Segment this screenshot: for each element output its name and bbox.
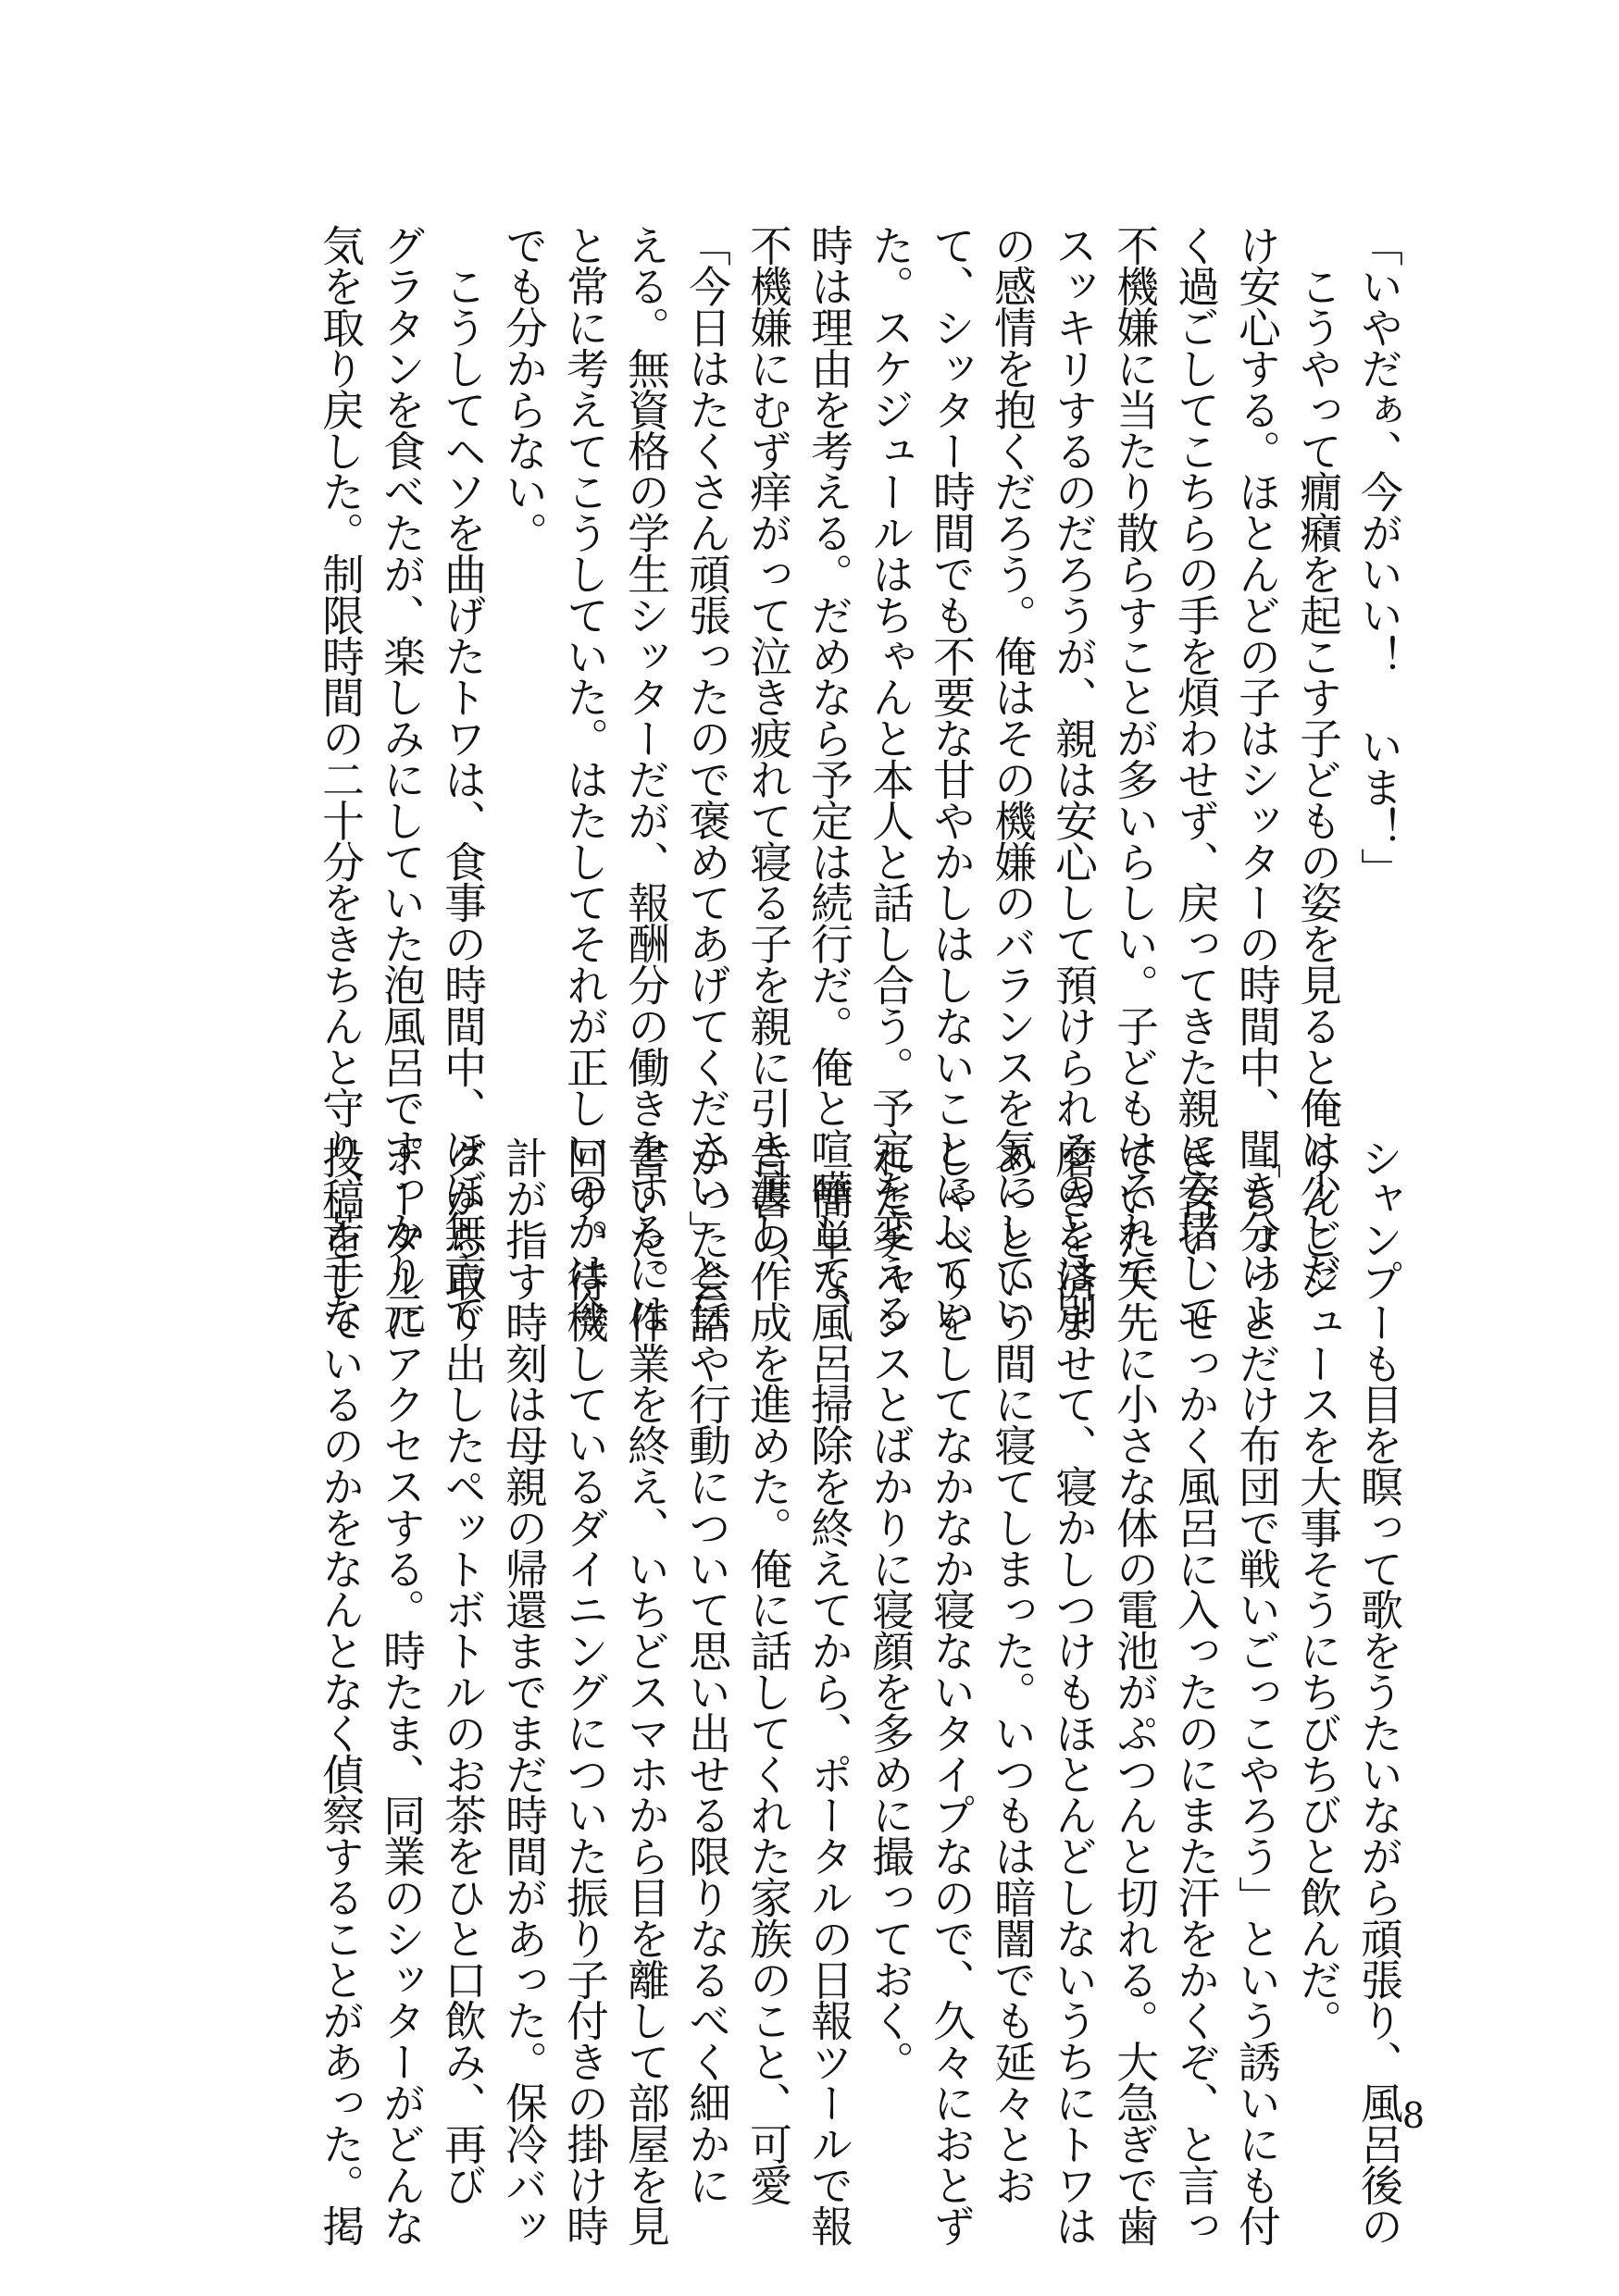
upper-text-line: 不機嫌にむず痒がって泣き疲れて寝る子を親に引き渡し、 [743,224,793,1293]
lower-text-line: 簡単な風呂掃除を終えてから、ポータルの日報ツールで報 [804,1136,854,2246]
lower-text-line: 告書の作成を進めた。俺に話してくれた家族のこと、可愛 [743,1136,793,2205]
lower-text-line: れたチャンスとばかりに寝顔を多めに撮っておく。 [866,1136,915,2082]
upper-text-line: グラタンを食べたが、楽しみにしていた泡風呂ですっかり元 [377,224,427,1334]
lower-text-line: かった会話や行動について思い出せる限りなるべく細かに [682,1136,732,2205]
lower-text-line: あっという間に寝てしまった。いつもは暗闇でも延々とお [988,1136,1038,2205]
upper-text-line: 不機嫌に当たり散らすことが多いらしい。子どもはそれで [1110,224,1160,1293]
upper-text-line: こうやって癇癪を起こす子どもの姿を見ると俺は少しだ [1293,224,1343,1293]
upper-text-line: こうしてヘソを曲げたトワは、食事の時間中、ほぼ無言で [438,224,488,1334]
upper-text-line: た。スケジュールはちゃんと本人と話し合う。予定を変える [866,224,915,1334]
lower-text-line: シャンプーも目を瞑って歌をうたいながら頑張り、風呂後の [1354,1136,1404,2246]
upper-text-line: 気を取り戻した。制限時間の二十分をきちんと守り、苦手な [316,224,366,1334]
lower-text-line: 投稿をしているのかをなんとなく偵察することがあった。掲 [316,1136,366,2246]
upper-text-line: える。無資格の学生シッターだが、報酬分の働きをするには [621,224,671,1334]
lower-text-line: 回す。待機しているダイニングについた振り子付きの掛け時 [560,1136,610,2246]
page-number: 8 [1401,2095,1425,2136]
upper-text-line: 「いやだぁ、今がいい！ いま！」 [1354,224,1404,889]
lower-text-line: き合い、せっかく風呂に入ったのにまた汗をかくぞ、と言っ [1171,1136,1221,2246]
upper-text-line: スッキリするのだろうが、親は安心して預けられるのとは別 [1049,224,1099,1334]
lower-text-line: ていた矢先に小さな体の電池がぷつんと切れる。大急ぎで歯 [1110,1136,1160,2246]
lower-text-block [316,1136,1410,2246]
lower-text-line: ポータルにアクセスする。時たま、同業のシッターがどんな [377,1136,427,2246]
upper-text-line: 時は理由を考える。だめなら予定は続行だ。俺と喧嘩して、 [804,224,854,1334]
lower-text-line: 書いた。作業を終え、いちどスマホから目を離して部屋を見 [621,1136,671,2246]
lower-text-line: りんごジュースを大事そうにちびちびと飲んだ。 [1293,1136,1343,2041]
upper-text-line: く過ごしてこちらの手を煩わせず、戻ってきた親に安堵して [1171,224,1221,1334]
lower-text-line: しゃべりをしてなかなか寝ないタイプなので、久々におとず [927,1136,977,2246]
lower-text-line: 磨きを済ませて、寝かしつけもほとんどしないうちにトワは [1049,1136,1099,2246]
lower-text-line: 「ちょっとだけ布団で戦いごっこやろう」という誘いにも付 [1232,1136,1282,2246]
lower-text-line: グから取り出したペットボトルのお茶をひと口飲み、再び [438,1136,488,2205]
upper-text-line: でも分からない。 [499,224,549,553]
upper-text-line: け安心する。ほとんどの子はシッターの時間中、聞き分けよ [1232,224,1282,1334]
upper-text-line: の感情を抱くだろう。俺はその機嫌のバランスを気にしてい [988,224,1038,1334]
upper-text-line: 「今日はたくさん頑張ったので褒めてあげてください」と伝 [682,224,732,1334]
upper-text-block [316,224,1410,1334]
lower-text-line: 計が指す時刻は母親の帰還までまだ時間があった。保冷バッ [499,1136,549,2246]
upper-text-line: て、シッター時間でも不要な甘やかしはしないことにしてい [927,224,977,1334]
upper-text-line: と常に考えてこうしていた。はたしてそれが正しいのかは今 [560,224,610,1334]
